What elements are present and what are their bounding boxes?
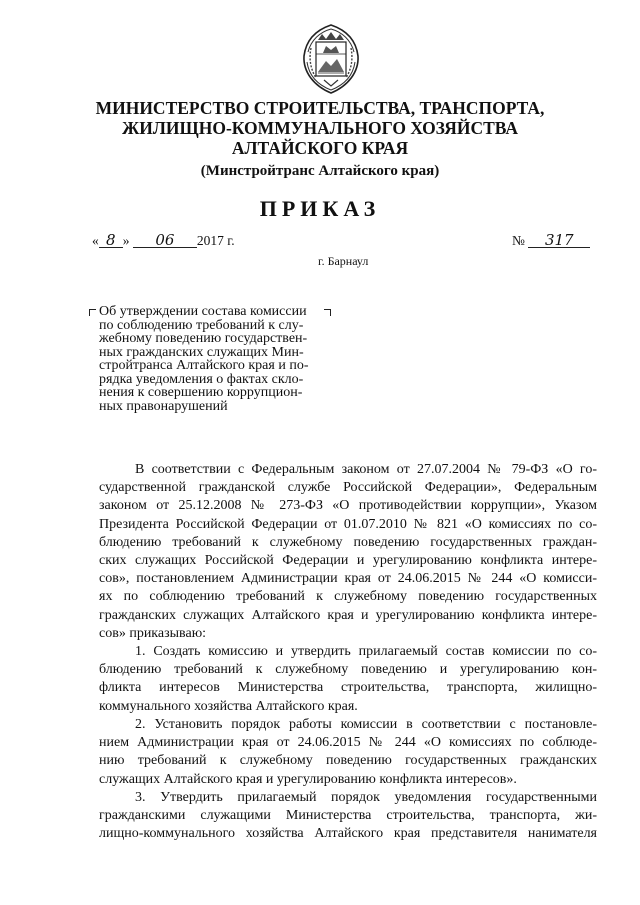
subject-line: стройтранса Алтайского края и по- (99, 358, 309, 373)
ministry-name-line-2: ЖИЛИЩНО-КОММУНАЛЬНОГО ХОЗЯЙСТВА (121, 118, 519, 138)
subject-line: рядка уведомления о фактах скло- (99, 371, 304, 387)
body-line: сов» приказываю: (99, 625, 207, 641)
subject-line: нения к совершению коррупцион- (99, 385, 303, 400)
document-type-title: ПРИКАЗ (259, 196, 381, 221)
subject-line: Об утверждении состава комиссии (99, 304, 307, 319)
date-quote-open: « (92, 233, 99, 248)
body-line: служащих Алтайского края и урегулированию конфликта интересов». (99, 771, 517, 787)
body-paragraph-intro (99, 461, 597, 643)
date-day: 8 (99, 233, 123, 248)
subject-line: жебному поведению государствен- (99, 331, 308, 346)
subject-line: ных правонарушений (99, 398, 228, 414)
body-line: нию требований к служебному поведению государственных гражданских (99, 753, 597, 769)
body-line: гражданскими служащими Министерства строительства, транспорта, жи- (99, 808, 597, 824)
date-month: 06 (133, 233, 197, 248)
subject-line: ных гражданских служащих Мин- (99, 344, 304, 360)
order-date (92, 233, 235, 249)
number-label: № (512, 233, 525, 248)
body-line: В соответствии с Федеральным законом от 27.07.2004 № 79-ФЗ «О го- (135, 462, 597, 477)
body-item-1 (99, 643, 597, 716)
body-line: нием Администрации края от 24.06.2015 № 244 «О комиссиях по соблюде- (99, 735, 597, 751)
body-line: блюдению требований к служебному поведению и урегулированию кон- (99, 662, 597, 678)
body-line: коммунального хозяйства Алтайского края. (99, 698, 358, 714)
body-line: ях по соблюдению требований к служебному поведению государственных (99, 589, 597, 605)
body-line: ских служащих Российской Федерации и урегулированию конфликта интере- (99, 552, 597, 568)
date-quote-close: » (122, 233, 130, 248)
body-line: 2. Установить порядок работы комиссии в соответствии с постановле- (135, 717, 597, 732)
order-subject (99, 305, 323, 413)
ministry-name-line-1: МИНИСТЕРСТВО СТРОИТЕЛЬСТВА, ТРАНСПОРТА, (95, 98, 545, 118)
body-line: сов», постановлением Администрации края от 24.06.2015 № 244 «О комисси- (99, 571, 597, 587)
subject-corner-right (324, 309, 331, 316)
subject-line: по соблюдению требований к слу- (99, 317, 304, 333)
city: г. Барнаул (318, 254, 369, 268)
body-item-3 (99, 789, 597, 844)
altai-coat-of-arms-icon (296, 22, 366, 96)
body-line: 3. Утвердить прилагаемый порядок уведомления государственными (135, 790, 597, 805)
ministry-short-name: (Минстройтранс Алтайского края) (200, 163, 440, 179)
ministry-name-line-3: АЛТАЙСКОГО КРАЯ (231, 138, 409, 158)
body-line: гражданских служащих Алтайского края и урегулированию конфликта интере- (99, 607, 597, 623)
body-item-2 (99, 716, 597, 789)
subject-corner-left (89, 309, 96, 316)
body-line: фликта интересов Министерства строительства, транспорта, жилищно- (99, 680, 597, 696)
body-line: законом от 25.12.2008 № 273-ФЗ «О противодействии коррупции», Указом (99, 498, 597, 514)
order-number (512, 233, 590, 249)
body-line: лищно-коммунального хозяйства Алтайского края представителя нанимателя (99, 826, 597, 842)
body-line: блюдению требований к служебному поведению государственных граждан- (99, 534, 597, 550)
body-line: Президента Российской Федерации от 01.07.2010 № 821 «О комиссиях по со- (99, 516, 597, 532)
body-line: сударственной гражданской службе Российской Федерации», Федеральным (99, 480, 597, 496)
body-line: 1. Создать комиссию и утвердить прилагаемый состав комиссии по со- (135, 644, 597, 659)
number-value: 317 (528, 233, 590, 248)
date-year: 2017 г. (196, 233, 235, 248)
